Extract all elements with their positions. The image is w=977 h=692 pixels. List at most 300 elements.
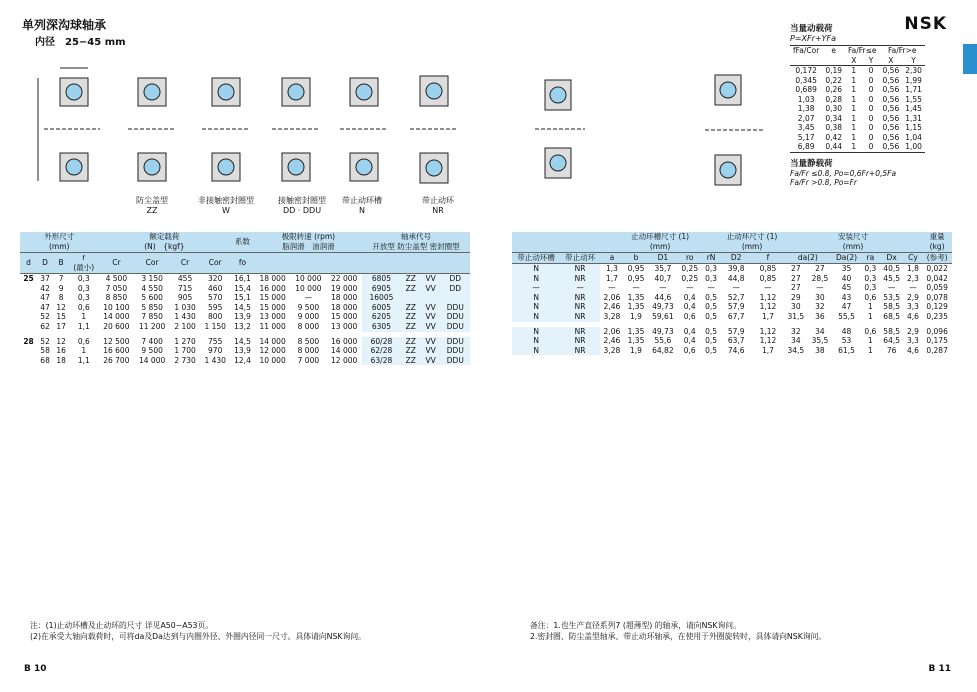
cell-a: — (608, 283, 616, 293)
hdr-ffa: fFa/Cor (793, 46, 820, 55)
cell-Cork: 570 (208, 293, 223, 303)
cell-Cy: 2,9 (907, 292, 919, 302)
col-cor-kgf: Cor (200, 253, 230, 274)
cell-da2: 38 (815, 345, 825, 355)
cell-Cork: 755 (208, 336, 223, 346)
cell-ro: 0,4 (683, 336, 696, 346)
type-zz (122, 196, 182, 216)
cell-r: 0,3 (77, 293, 90, 303)
type-w-code: W (222, 206, 230, 215)
right-data-table (512, 232, 952, 355)
cell-code: 60/28 (362, 337, 401, 347)
cell-d: 28 (23, 336, 34, 346)
cell-f: 1,12 (759, 292, 777, 302)
cell-da1: 31,5 (787, 311, 805, 321)
load-cell: 0,56 (882, 123, 900, 132)
cell-da1: 29 (791, 292, 801, 302)
col-grease1 (255, 253, 291, 274)
cell-Cr: 12 500 (103, 336, 130, 346)
cell-Da1: 48 (841, 326, 852, 336)
load-cell: 0,689 (795, 85, 817, 94)
cell-Da1: 61,5 (838, 345, 855, 355)
page-title: 单列深沟球轴承 (22, 18, 107, 32)
cell-n: N (512, 293, 560, 303)
col-grease2 (291, 253, 327, 274)
cell-Da1: 35 (841, 264, 852, 273)
col-zz (401, 253, 421, 274)
load-row (790, 114, 925, 124)
cell-g2: 10 000 (295, 283, 322, 293)
hdr-e: e (831, 46, 836, 55)
cell-Cy: 1,8 (907, 264, 919, 273)
cell-vv: VV (421, 312, 441, 322)
cell-code: 6805 (362, 274, 401, 284)
cell-vv: VV (421, 346, 441, 356)
cell-b: 1,35 (627, 336, 645, 346)
page-number-left: B 10 (24, 664, 47, 674)
cell-zz: ZZ (401, 356, 421, 366)
brand-logo: NSK (904, 14, 947, 34)
cell-Cy: 2,9 (907, 326, 919, 336)
cell-B: 16 (56, 346, 66, 356)
cell-g1: 18 000 (259, 274, 286, 283)
cell-ra: 1 (867, 345, 873, 355)
type-nr (408, 196, 468, 216)
cell-f: 1,12 (759, 326, 777, 336)
cell-code: 6905 (362, 284, 401, 294)
cell-Cor: 3 150 (141, 274, 163, 283)
cell-ro: 0,4 (683, 292, 696, 302)
load-row (790, 133, 925, 143)
load-cell: 0,38 (825, 123, 843, 132)
cell-D2: 63,7 (727, 336, 745, 346)
cell-vv: VV (421, 303, 441, 313)
cell-rn: 0,5 (705, 336, 718, 346)
table-row (512, 302, 952, 312)
load-cell: 0,56 (882, 132, 900, 142)
cell-Crk: 1 030 (174, 302, 196, 312)
cell-Crk: 2 100 (174, 321, 196, 331)
cell-ra: 1 (867, 336, 873, 346)
cell-nr: NR (560, 274, 600, 284)
cell-b: 1,9 (630, 345, 642, 355)
type-w (186, 196, 266, 216)
cell-da2: 36 (815, 311, 825, 321)
cell-D: 58 (40, 346, 50, 356)
load-cell: 1 (851, 75, 857, 85)
cell-B: 7 (58, 274, 64, 283)
cell-Da1: 43 (841, 292, 852, 302)
cell-da1: 27 (791, 264, 801, 273)
load-cell: 0,172 (795, 66, 817, 75)
cell-o: 22 000 (331, 274, 358, 283)
section-tab (963, 44, 977, 74)
type-n-name: 带止动环槽 (342, 196, 382, 205)
cell-g2: 8 000 (297, 346, 320, 356)
load-cell: 0 (868, 75, 874, 85)
left-data-table (20, 232, 470, 365)
col-with-ring: 带止动环 (560, 253, 600, 264)
cell-rn: 0,5 (705, 326, 718, 336)
cell-Crk: 715 (177, 283, 193, 293)
cell-o: 14 000 (331, 346, 358, 356)
cell-Cork: 800 (208, 312, 223, 322)
cell-g1: 10 000 (259, 355, 286, 365)
col-da: da(2) (784, 253, 832, 264)
cell-d (20, 303, 37, 313)
load-row (790, 66, 925, 76)
table-row (512, 283, 952, 293)
load-cell: 0,44 (825, 142, 843, 151)
cell-d (20, 284, 37, 294)
load-cell: 0,56 (882, 85, 900, 94)
hdr-weight: 重量 (kg) (922, 232, 952, 253)
cell-dd: DD (441, 274, 470, 284)
cell-b: 1,35 (627, 302, 645, 312)
load-cell: 0,56 (882, 75, 900, 85)
cell-D: 62 (40, 321, 50, 331)
col-fo: fo (230, 253, 254, 274)
load-cell: 0 (868, 123, 874, 132)
note-r2: 2.密封圈、防尘盖型轴承、带止动环轴承，在使用于外圈旋转时，具体请向NSK询问。 (530, 632, 827, 641)
type-dd-code: DD · DDU (282, 206, 322, 215)
load-cell: 1 (851, 142, 857, 151)
col-ro: ro (678, 253, 702, 264)
cell-Cr: 10 100 (103, 302, 130, 312)
cell-vv: VV (421, 337, 441, 347)
cell-D1: 49,73 (652, 326, 674, 336)
cell-zz: ZZ (401, 337, 421, 347)
load-cell: 1,00 (905, 142, 922, 151)
cell-nr: NR (560, 293, 600, 303)
col-ra: ra (861, 253, 880, 264)
hdr-le: Fa/Fr≤e (848, 46, 877, 55)
cell-D: 37 (40, 274, 50, 283)
cell-Dx: — (887, 283, 896, 293)
cell-o: 19 000 (331, 283, 358, 293)
col-oil (326, 253, 362, 274)
cell-o: 15 000 (331, 312, 358, 322)
cell-b: 0,95 (627, 273, 645, 283)
cell-Cor: 4 550 (141, 283, 163, 293)
cell-n: N (512, 327, 560, 337)
cell-ra: 0,3 (864, 264, 877, 273)
cell-Crk: 1 430 (174, 312, 196, 322)
note-2: (2)在承受大轴向载荷时，可将da及Da达到与内圈外径、外圈内径同一尺寸。具体请向NSK询问。 (30, 632, 366, 641)
type-n-code: N (359, 206, 365, 215)
cell-zz: ZZ (401, 346, 421, 356)
col-D1: D1 (648, 253, 678, 264)
cell-D2: 52,7 (727, 292, 745, 302)
cell-rn: 0,5 (705, 311, 718, 321)
cell-Cork: 320 (208, 274, 223, 283)
cell-D1: 44,6 (654, 292, 672, 302)
cell-D1: 55,6 (654, 336, 672, 346)
load-cell: 0,56 (882, 142, 900, 151)
type-nr-code: NR (432, 206, 444, 215)
cell-da1: 34 (791, 336, 801, 346)
load-cell: 0,34 (825, 113, 843, 123)
col-f: f (752, 253, 784, 264)
cell-w: 0,059 (926, 283, 948, 293)
cell-f: 1,12 (759, 336, 777, 346)
cell-Dx: 58,5 (883, 326, 900, 336)
cell-ro: 0,25 (681, 264, 699, 273)
cell-code: 16005 (362, 293, 401, 303)
load-cell: 2,07 (797, 113, 815, 123)
cell-D: 47 (40, 293, 50, 303)
cell-vv: VV (421, 274, 441, 284)
cell-B: 12 (56, 302, 66, 312)
cell-zz: ZZ (401, 284, 421, 294)
cell-g2: 7 000 (297, 355, 320, 365)
table-row (20, 274, 470, 284)
cell-D2: 57,9 (727, 302, 745, 312)
cell-f: 1,12 (759, 302, 777, 312)
cell-f: — (764, 283, 772, 293)
cell-g2: 8 000 (297, 321, 320, 331)
load-cell: 1 (851, 85, 857, 94)
cell-b: 1,35 (627, 326, 645, 336)
sub-y2: Y (911, 55, 916, 65)
cell-Cor: 5 600 (141, 293, 163, 303)
cell-g2: 8 500 (297, 336, 320, 346)
cell-d (20, 346, 37, 356)
load-cell: 0,19 (825, 66, 843, 75)
cell-fo: 14,5 (234, 336, 251, 346)
cell-o: 12 000 (331, 355, 358, 365)
hdr-gt: Fa/Fr>e (887, 46, 917, 55)
cell-a: 3,28 (603, 345, 621, 355)
hdr-code: 轴承代号 开放型 防尘盖型 密封圈型 (362, 232, 470, 253)
cell-Dx: 58,5 (883, 302, 900, 312)
cell-Cy: 4,6 (907, 311, 919, 321)
cell-g1: 13 000 (259, 312, 286, 322)
col-open (362, 253, 401, 274)
cell-Da1: 55,5 (838, 311, 855, 321)
cell-da2: 35,5 (811, 336, 829, 346)
col-dd (441, 253, 470, 274)
cell-rn: 0,5 (705, 345, 718, 355)
cell-dd: DDU (441, 346, 470, 356)
cell-ro: — (686, 283, 694, 293)
cell-Cr: 26 700 (103, 355, 130, 365)
hdr-snap: 止动环槽尺寸 (1) (mm) (600, 232, 720, 253)
cell-ro: 0,6 (683, 311, 696, 321)
cell-dd (441, 293, 470, 303)
cell-D: 42 (40, 283, 50, 293)
load-row (790, 123, 925, 133)
cell-w: 0,042 (926, 273, 948, 283)
cell-Dx: 64,5 (883, 336, 900, 346)
col-D2: D2 (720, 253, 752, 264)
cell-w: 0,175 (926, 336, 948, 346)
cell-w: 0,022 (926, 264, 948, 273)
cell-Cor: 7 400 (141, 336, 163, 346)
cell-D: 68 (40, 355, 50, 365)
load-cell: 1 (851, 104, 857, 113)
cell-D2: 67,7 (727, 311, 745, 321)
table-row (512, 264, 952, 274)
load-cell: 0 (868, 132, 874, 142)
cell-a: 1,7 (605, 273, 618, 283)
cell-r: 0,6 (77, 302, 90, 312)
type-w-name: 非接触密封圈型 (198, 196, 254, 205)
cell-da2: 32 (815, 302, 825, 312)
load-cell: 0,30 (825, 104, 843, 113)
cell-n: N (512, 312, 560, 322)
cell-g1: 16 000 (259, 283, 286, 293)
cell-zz: ZZ (401, 303, 421, 313)
cell-Crk: 455 (177, 274, 193, 283)
load-cell: 5,17 (797, 132, 815, 142)
cell-Cor: 5 850 (141, 302, 163, 312)
cell-ra: 1 (867, 302, 873, 312)
cell-D2: 44,8 (727, 273, 745, 283)
table-row (20, 284, 470, 294)
cell-Cork: 1 150 (204, 321, 226, 331)
cell-r: 1,1 (77, 355, 90, 365)
cell-Cr: 7 050 (105, 283, 128, 293)
cell-Dx: 76 (886, 345, 897, 355)
sub-x1: X (851, 55, 857, 65)
cell-code: 6205 (362, 312, 401, 322)
cell-o: 18 000 (331, 302, 358, 312)
load-cell: 1,45 (905, 104, 922, 113)
cell-rn: 0,3 (705, 264, 718, 273)
cell-Cor: 7 850 (141, 312, 163, 322)
load-row (790, 95, 925, 105)
bearing-diagrams (30, 58, 470, 208)
page-number-right: B 11 (928, 664, 951, 674)
load-cell: 1 (851, 132, 857, 142)
cell-r: 1 (81, 346, 87, 356)
load-cell: 0 (868, 66, 874, 75)
cell-rn: 0,5 (705, 292, 718, 302)
cell-a: 3,28 (603, 311, 621, 321)
col-D: D (37, 253, 53, 274)
cell-a: 1,3 (605, 264, 618, 273)
cell-Dx: 53,5 (883, 292, 900, 302)
static-formula-1: Fa/Fr ≤0.8, Po=0,6Fr+0,5Fa (790, 168, 897, 178)
cell-da1: 27 (791, 273, 801, 283)
cell-n: N (512, 336, 560, 346)
cell-w: 0,129 (926, 302, 948, 312)
cell-g2: 9 000 (297, 312, 320, 322)
load-cell: 1,04 (905, 132, 922, 142)
type-zz-code: ZZ (146, 206, 158, 215)
table-row (512, 312, 952, 322)
type-dd-name: 接触密封圈型 (278, 196, 326, 205)
cell-r: 1 (81, 312, 87, 322)
cell-da1: 32 (791, 326, 801, 336)
cell-Cy: 3,3 (907, 302, 919, 312)
cell-b: — (632, 283, 640, 293)
load-row (790, 76, 925, 86)
cell-B: 15 (56, 312, 66, 322)
col-Dx: Dx (880, 253, 904, 264)
load-cell: 0,56 (882, 104, 900, 113)
load-row (790, 104, 925, 114)
cell-D2: 57,9 (727, 326, 745, 336)
cell-ro: 0,6 (683, 345, 696, 355)
col-r: r (最小) (69, 253, 98, 274)
cell-o: 13 000 (331, 321, 358, 331)
cell-d (20, 312, 37, 322)
load-cell: 1 (851, 113, 857, 123)
cell-w: 0,235 (926, 311, 948, 321)
cell-b: 1,35 (627, 292, 645, 302)
cell-g1: 15 000 (259, 293, 286, 303)
cell-nr: NR (560, 312, 600, 322)
cell-da2: 28,5 (811, 273, 829, 283)
static-load-title: 当量静载荷 (790, 158, 833, 169)
cell-da2: 27 (815, 264, 825, 273)
cell-Crk: 2 730 (174, 355, 196, 365)
load-cell: 1 (851, 123, 857, 132)
cell-vv: VV (421, 322, 441, 332)
col-ref: (参考) (922, 253, 952, 264)
table-row (512, 327, 952, 337)
cell-o: 16 000 (331, 336, 358, 346)
page-subtitle: 内径 25−45 mm (35, 37, 126, 48)
cell-da1: 34,5 (787, 345, 805, 355)
cell-code: 63/28 (362, 356, 401, 366)
cell-D: 52 (40, 336, 50, 346)
cell-g2: — (304, 293, 313, 303)
note-r1: 备注：1.也生产直径系列7 (超薄型) 的轴承，请向NSK询问。 (530, 621, 741, 630)
cell-fo: 13,2 (234, 321, 251, 331)
col-b: b (624, 253, 648, 264)
cell-fo: 13,9 (234, 346, 251, 356)
col-d: d (20, 253, 37, 274)
cell-b: 0,95 (627, 264, 645, 273)
table-row (20, 356, 470, 366)
cell-da1: 30 (791, 302, 801, 312)
cell-D1: — (659, 283, 667, 293)
cell-zz (401, 293, 421, 303)
sub-y1: Y (868, 55, 874, 65)
cell-da1: 27 (791, 283, 801, 293)
load-cell: 0,28 (825, 94, 843, 104)
type-dd (264, 196, 340, 216)
cell-ro: 0,25 (681, 273, 699, 283)
cell-B: 17 (56, 321, 66, 331)
cell-B: 18 (56, 355, 66, 365)
col-cr-kgf: Cr (170, 253, 200, 274)
cell-B: 8 (58, 293, 64, 303)
load-cell: 1,38 (797, 104, 815, 113)
cell-Dx: 45,5 (883, 273, 900, 283)
cell-Cork: 1 430 (204, 355, 226, 365)
cell-g2: 10 000 (295, 274, 322, 283)
table-row (20, 293, 470, 303)
load-cell: 0 (868, 142, 874, 151)
load-cell: 2,30 (905, 66, 922, 75)
cell-w: 0,096 (926, 326, 948, 336)
load-cell: 0,56 (882, 113, 900, 123)
cell-Crk: 905 (177, 293, 193, 303)
cell-da2: — (816, 283, 824, 293)
cell-Cr: 4 500 (105, 274, 128, 283)
cell-B: 12 (56, 336, 66, 346)
cell-Cy: — (909, 283, 917, 293)
cell-ro: 0,4 (683, 326, 696, 336)
cell-ra: 0,6 (864, 292, 877, 302)
equivalent-load-panel (790, 22, 940, 187)
type-nr-name: 带止动环 (422, 196, 454, 205)
dyn-load-formula: P=XFr+YFa (790, 34, 836, 43)
